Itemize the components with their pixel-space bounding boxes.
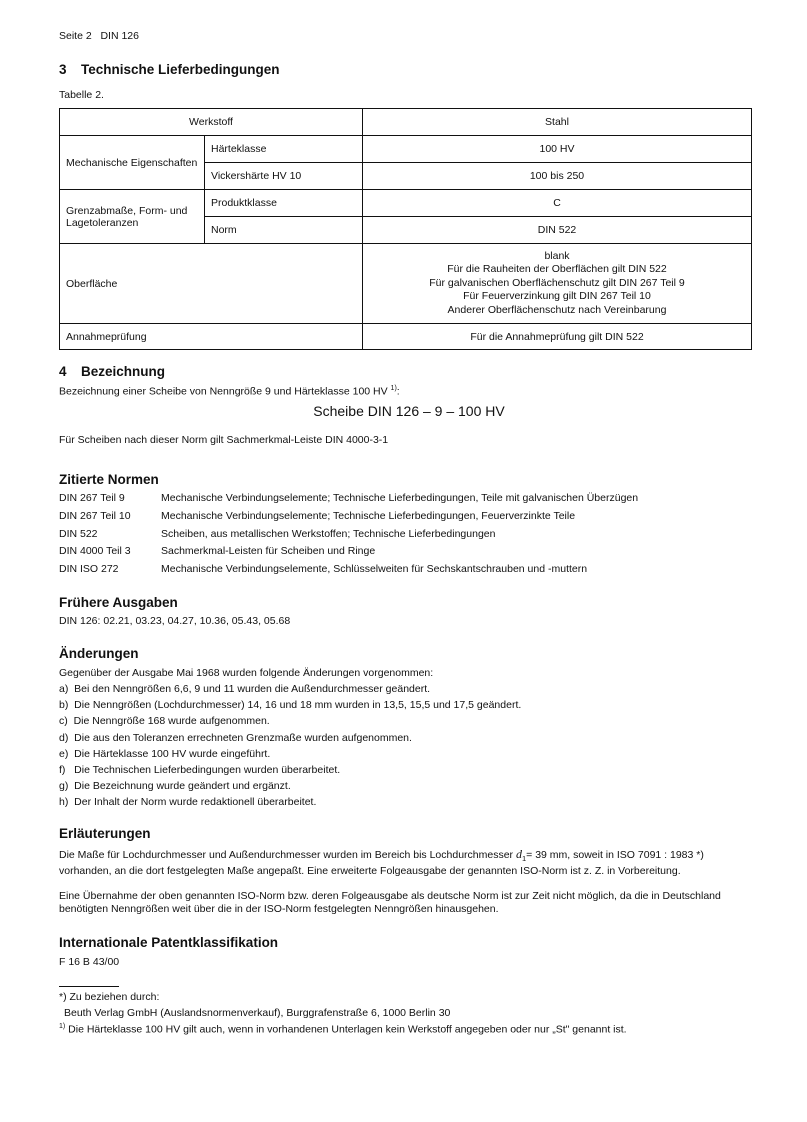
erlaeuterungen-paragraph-1: Die Maße für Lochdurchmesser und Außendurchmesser wurden im Bereich bis Lochdurchmesser $d_1= 39$ mm, soweit in ISO 7091 : 1983 *) vorhanden, an die dort festgelegten Maße angepaßt. Eine erweiterte Folgeausgabe der genannten ISO-Norm ist z. Z. in Vorbereitung. <box>59 847 704 878</box>
value-produktklasse: C <box>363 190 752 217</box>
list-item: c) Die Nenngröße 168 wurde aufgenommen. <box>59 715 270 727</box>
footnote-star-text: Beuth Verlag GmbH (Auslandsnormenverkauf), Burggrafenstraße 6, 1000 Berlin 30 <box>64 1007 451 1019</box>
oberflaeche-line: Für Feuerverzinkung gilt DIN 267 Teil 10 <box>463 290 651 303</box>
footnote-1: $^{1)}$ Die Härteklasse 100 HV gilt auch, wenn in vorhandenen Unterlagen kein Werkstoff angegeben oder nur „St" genannt ist. <box>59 1023 627 1036</box>
list-item: g) Die Bezeichnung wurde geändert und ergänzt. <box>59 780 291 792</box>
value-norm: DIN 522 <box>363 217 752 244</box>
page-header <box>59 30 139 42</box>
page-number: Seite 2 <box>59 30 92 42</box>
header-stahl: Stahl <box>363 109 752 136</box>
label-produktklasse: Produktklasse <box>205 190 363 217</box>
footnote-divider <box>59 986 119 987</box>
table-row <box>60 244 752 324</box>
group-mechanisch: Mechanische Eigenschaften <box>60 136 205 190</box>
erlaeuterungen-paragraph-2: Eine Übernahme der oben genannten ISO-Norm bzw. deren Folgeausgabe als deutsche Norm ist zur Zeit nicht möglich, da die in Deutschland benötigten Nenngrößen weit über die in der ISO-Norm festgelegten Nenngrößen hinausgehen. <box>59 890 721 915</box>
erlaeuterungen-heading: Erläuterungen <box>59 826 151 841</box>
label-norm: Norm <box>205 217 363 244</box>
section-3-heading: 3 Technische Lieferbedingungen <box>59 62 280 77</box>
list-item: DIN ISO 272 Mechanische Verbindungselemente, Schlüsselweiten für Sechskantschrauben und -muttern <box>59 563 588 575</box>
label-annahme: Annahmeprüfung <box>60 324 363 350</box>
patent-class: F 16 B 43/00 <box>59 956 120 968</box>
list-item: DIN 267 Teil 10 Mechanische Verbindungselemente; Technische Lieferbedingungen, Feuerverzinkte Teile <box>59 510 576 522</box>
value-annahme: Für die Annahmeprüfung gilt DIN 522 <box>363 324 752 350</box>
value-oberflaeche <box>363 244 752 324</box>
designation-intro: Bezeichnung einer Scheibe von Nenngröße 9 und Härteklasse 100 HV $^{1)}$: <box>59 385 400 398</box>
table-caption: Tabelle 2. <box>59 89 104 101</box>
value-haerteklasse: 100 HV <box>363 136 752 163</box>
section-4-heading: 4 Bezeichnung <box>59 364 166 379</box>
patent-heading: Internationale Patentklassifikation <box>59 935 279 950</box>
table-row <box>60 136 752 163</box>
sachmerkmal-note: Für Scheiben nach dieser Norm gilt Sachmerkmal-Leiste DIN 4000-3-1 <box>59 434 389 446</box>
label-oberflaeche: Oberfläche <box>60 244 363 324</box>
list-item: DIN 522 Scheiben, aus metallischen Werkstoffen; Technische Lieferbedingungen <box>59 528 496 540</box>
value-vickers: 100 bis 250 <box>363 163 752 190</box>
table-row <box>60 324 752 350</box>
table-row <box>60 190 752 217</box>
zitierte-heading: Zitierte Normen <box>59 472 159 487</box>
fruehere-heading: Frühere Ausgaben <box>59 595 178 610</box>
aenderungen-heading: Änderungen <box>59 646 139 661</box>
group-grenzabmasse: Grenzabmaße, Form- und Lagetoleranzen <box>60 190 205 244</box>
label-vickers: Vickershärte HV 10 <box>205 163 363 190</box>
oberflaeche-line: Anderer Oberflächenschutz nach Vereinbarung <box>447 303 667 316</box>
list-item: b) Die Nenngrößen (Lochdurchmesser) 14, 16 und 18 mm wurden in 13,5, 15,5 und 17,5 geändert. <box>59 699 522 711</box>
oberflaeche-line: Für die Rauheiten der Oberflächen gilt DIN 522 <box>447 263 667 276</box>
fruehere-text: DIN 126: 02.21, 03.23, 04.27, 10.36, 05.43, 05.68 <box>59 615 291 627</box>
list-item: d) Die aus den Toleranzen errechneten Grenzmaße wurden aufgenommen. <box>59 732 412 744</box>
footnote-ref: 1) <box>390 385 397 392</box>
list-item: e) Die Härteklasse 100 HV wurde eingeführt. <box>59 748 271 760</box>
aenderungen-intro: Gegenüber der Ausgabe Mai 1968 wurden folgende Änderungen vorgenommen: <box>59 667 434 679</box>
list-item: a) Bei den Nenngrößen 6,6, 9 und 11 wurden die Außendurchmesser geändert. <box>59 683 431 695</box>
footnote-mark: 1) <box>59 1023 66 1030</box>
label-haerteklasse: Härteklasse <box>205 136 363 163</box>
list-item: h) Der Inhalt der Norm wurde redaktionell überarbeitet. <box>59 796 317 808</box>
doc-id: DIN 126 <box>100 30 139 42</box>
header-werkstoff: Werkstoff <box>60 109 363 136</box>
list-item: DIN 4000 Teil 3 Sachmerkmal-Leisten für Scheiben und Ringe <box>59 545 376 557</box>
designation-example: Scheibe DIN 126 – 9 – 100 HV <box>313 403 505 419</box>
spec-table <box>59 108 752 350</box>
list-item: DIN 267 Teil 9 Mechanische Verbindungselemente; Technische Lieferbedingungen, Teile mit galvanischen Überzügen <box>59 492 639 504</box>
oberflaeche-line: blank <box>544 249 570 262</box>
oberflaeche-line: Für galvanischen Oberflächenschutz gilt DIN 267 Teil 9 <box>429 276 685 289</box>
list-item: f) Die Technischen Lieferbedingungen wurden überarbeitet. <box>59 764 341 776</box>
footnote-star-label: *) Zu beziehen durch: <box>59 991 160 1003</box>
table-header-row <box>60 109 752 136</box>
